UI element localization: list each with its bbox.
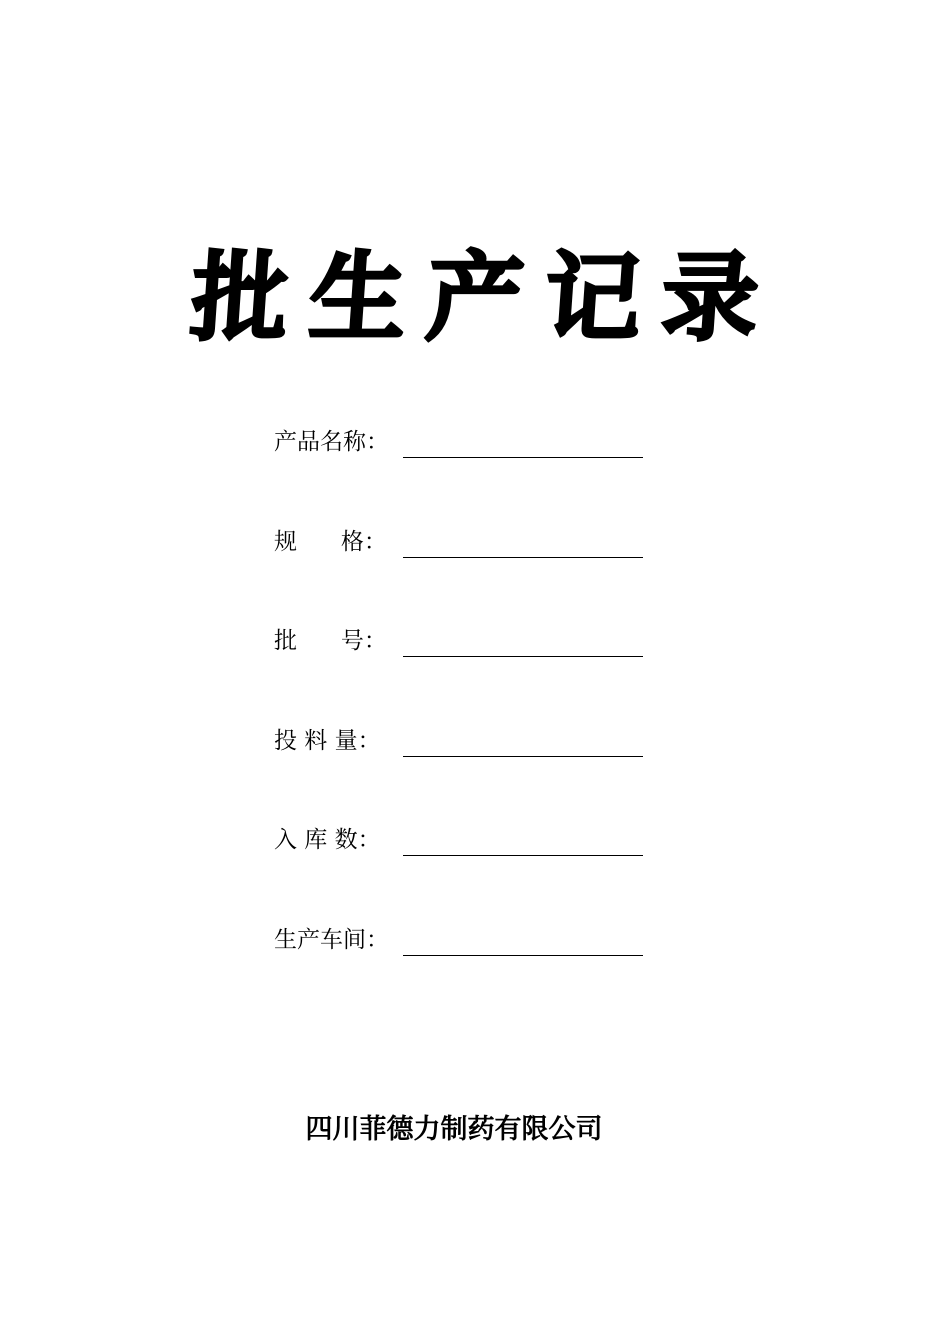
fill-in-line[interactable] [403, 457, 643, 458]
company-name: 四川菲德力制药有限公司 [305, 1114, 603, 1145]
fill-in-line[interactable] [403, 756, 643, 757]
field-label: 投 料 量： [274, 728, 381, 754]
field-batch-number [274, 617, 654, 657]
title-char: 记 [540, 242, 645, 354]
field-label: 批 号： [274, 628, 387, 654]
field-stock-in-quantity [274, 816, 654, 856]
field-specification [274, 518, 654, 558]
title-char: 批 [188, 242, 292, 354]
field-product-name [274, 418, 654, 458]
field-label: 产品名称： [274, 429, 389, 455]
title-char: 录 [658, 242, 762, 354]
fill-in-line[interactable] [403, 955, 643, 956]
document-title [190, 238, 760, 358]
fill-in-line[interactable] [403, 855, 643, 856]
title-char: 产 [423, 242, 527, 354]
title-char: 生 [305, 242, 410, 354]
field-production-workshop [274, 916, 654, 956]
field-label: 入 库 数： [274, 827, 381, 853]
field-input-quantity [274, 717, 654, 757]
field-label: 生产车间： [274, 927, 389, 953]
field-label: 规 格： [274, 529, 387, 555]
fill-in-line[interactable] [403, 656, 643, 657]
fill-in-line[interactable] [403, 557, 643, 558]
